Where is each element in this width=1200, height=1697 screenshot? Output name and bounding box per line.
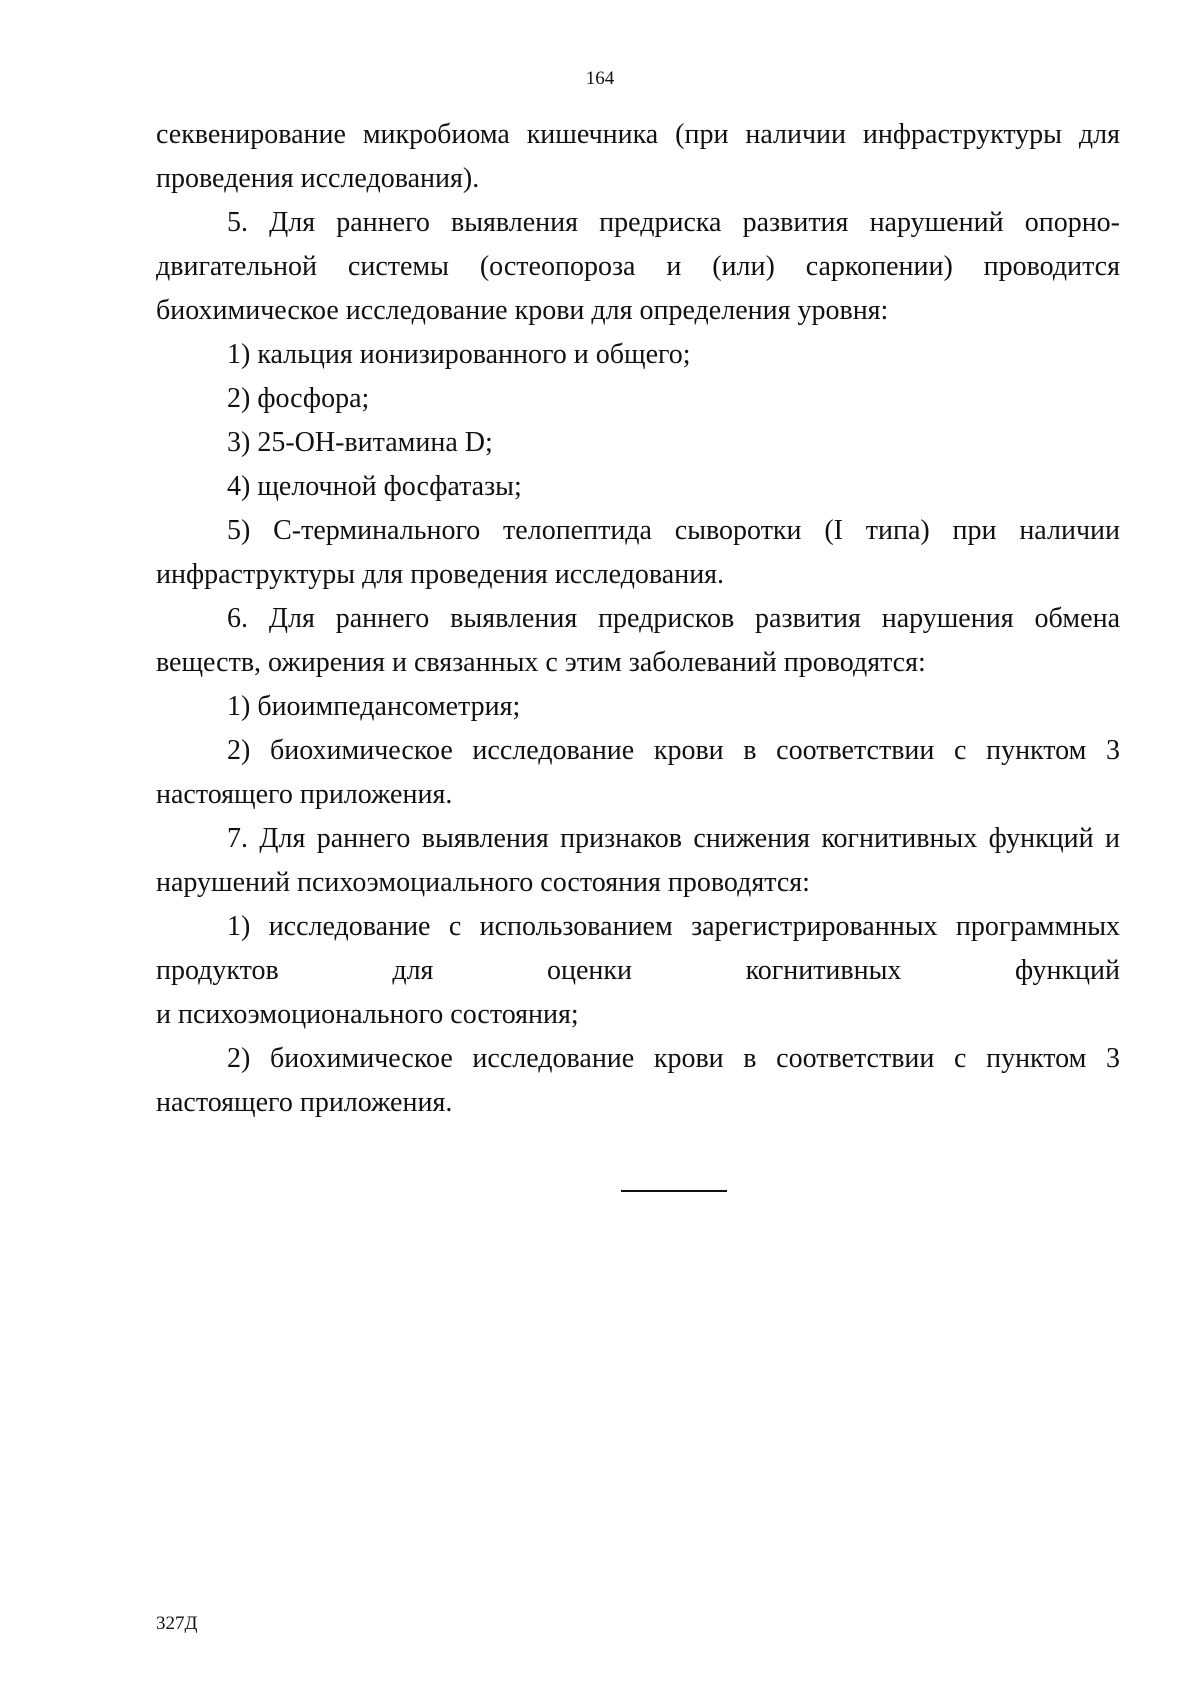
list-item-calcium: 1) кальция ионизированного и общего; (227, 339, 691, 370)
document-body (156, 113, 1120, 1125)
list-item-biochemistry-a: 2) биохимическое исследование крови в соответствии с пунктом 3 настоящего приложения. (156, 735, 1120, 810)
list-item-software-study-continuation: и психоэмоционального состояния; (156, 999, 579, 1030)
list-item-bioimpedance: 1) биоимпедансометрия; (227, 691, 521, 722)
paragraph-item-5: 5. Для раннего выявления предриска развития нарушений опорно-двигательной системы (остеопороза и (или) саркопении) проводится биохимическое исследование крови для определения уровня: (156, 207, 1120, 326)
list-item-phosphorus: 2) фосфора; (227, 383, 370, 414)
list-item-telopeptide: 5) С-терминального телопептида сыворотки (I типа) при наличии инфраструктуры для проведения исследования. (156, 515, 1120, 590)
end-of-text-rule (621, 1190, 727, 1192)
paragraph-continuation: секвенирование микробиома кишечника (при наличии инфраструктуры для проведения исследования). (156, 119, 1120, 194)
list-item-software-study: 1) исследование с использованием зарегистрированных программных продуктов для оценки когнитивных функций (156, 911, 1120, 986)
list-item-alkaline-phosphatase: 4) щелочной фосфатазы; (227, 471, 522, 502)
paragraph-item-7: 7. Для раннего выявления признаков снижения когнитивных функций и нарушений психоэмоциального состояния проводятся: (156, 823, 1120, 898)
document-code: 327Д (156, 1613, 198, 1634)
paragraph-item-6: 6. Для раннего выявления предрисков развития нарушения обмена веществ, ожирения и связанных с этим заболеваний проводятся: (156, 603, 1120, 678)
list-item-vitamin-d: 3) 25-OH-витамина D; (227, 427, 493, 458)
page-number: 164 (585, 68, 615, 89)
list-item-biochemistry-b: 2) биохимическое исследование крови в соответствии с пунктом 3 настоящего приложения. (156, 1043, 1120, 1118)
